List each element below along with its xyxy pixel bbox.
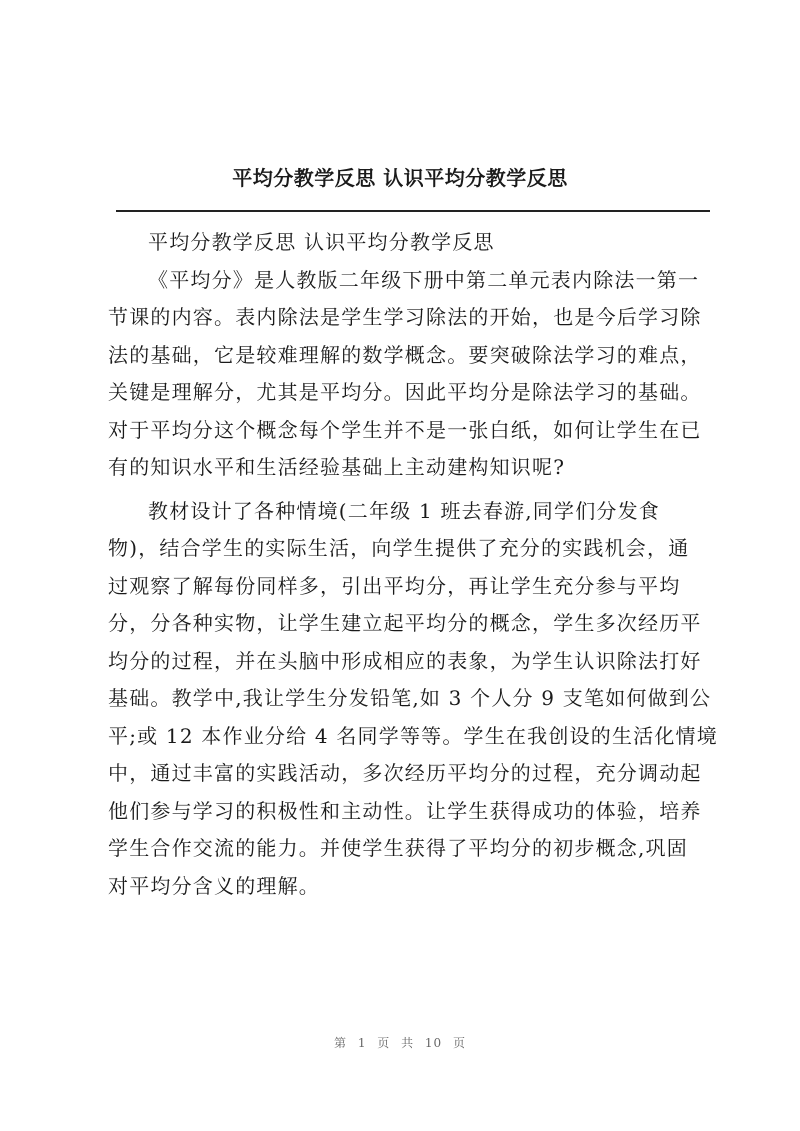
paragraph-line: 关键是理解分，尤其是平均分。因此平均分是除法学习的基础。	[108, 380, 702, 404]
paragraph-line: 对于平均分这个概念每个学生并不是一张白纸，如何让学生在已	[108, 417, 702, 442]
paragraph-line: 基础。教学中,我让学生分发铅笔,如 3 个人分 9 支笔如何做到公	[108, 686, 712, 710]
paragraph-line: 学生合作交流的能力。并使学生获得了平均分的初步概念,巩固	[108, 836, 688, 860]
paragraph-line: 对平均分含义的理解。	[108, 873, 320, 898]
paragraph-line: 物)，结合学生的实际生活，向学生提供了充分的实践机会，通	[108, 536, 690, 560]
paragraph-line: 分，分各种实物，让学生建立起平均分的概念，学生多次经历平	[108, 611, 702, 635]
page-title: 平均分教学反思 认识平均分教学反思	[232, 166, 568, 190]
paragraph-line: 有的知识水平和生活经验基础上主动建构知识呢?	[108, 455, 566, 479]
paragraph-intro	[108, 262, 712, 487]
paragraph-line: 平;或 12 本作业分给 4 名同学等等。学生在我创设的生活化情境	[108, 723, 718, 748]
paragraph-teaching	[108, 493, 718, 906]
paragraph-line: 平均分教学反思 认识平均分教学反思	[148, 230, 495, 254]
document-body	[108, 224, 718, 905]
paragraph-line: 教材设计了各种情境(二年级 1 班去春游,同学们分发食	[148, 498, 660, 523]
paragraph-line: 法的基础，它是较难理解的数学概念。要突破除法学习的难点，	[108, 342, 702, 367]
title-divider	[116, 210, 710, 212]
paragraph-line: 过观察了解每份同样多，引出平均分，再让学生充分参与平均	[108, 573, 681, 598]
paragraph-line: 《平均分》是人教版二年级下册中第二单元表内除法一第一	[148, 267, 700, 292]
paragraph-subtitle	[108, 224, 712, 262]
paragraph-line: 节课的内容。表内除法是学生学习除法的开始，也是今后学习除	[108, 305, 702, 329]
paragraph-line: 中，通过丰富的实践活动，多次经历平均分的过程，充分调动起	[108, 761, 702, 785]
paragraph-line: 均分的过程，并在头脑中形成相应的表象，为学生认识除法打好	[108, 648, 702, 673]
page-footer: 第 1 页 共 10 页	[334, 1036, 466, 1050]
paragraph-line: 他们参与学习的积极性和主动性。让学生获得成功的体验，培养	[108, 798, 702, 823]
